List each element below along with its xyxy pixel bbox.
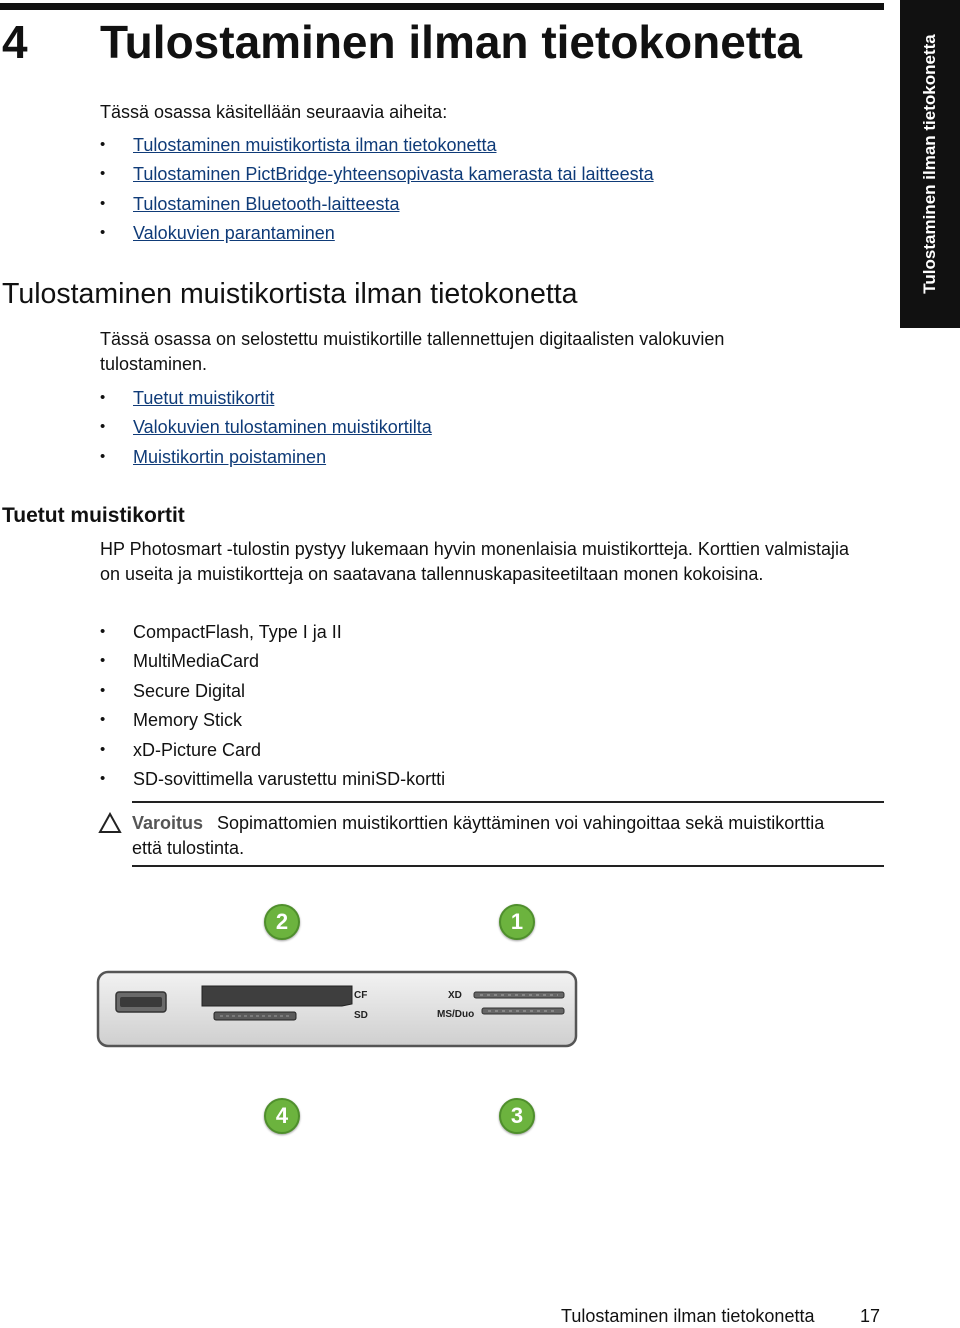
card-item: • CompactFlash, Type I ja II xyxy=(100,621,445,650)
warning-top-rule xyxy=(132,801,884,803)
warning-triangle-icon xyxy=(98,812,122,834)
section-link-item[interactable] xyxy=(100,416,432,445)
card-item: • SD-sovittimella varustettu miniSD-kortti xyxy=(100,768,445,797)
subsection-body: HP Photosmart -tulostin pystyy lukemaan hyvin monenlaisia muistikortteja. Korttien valmistajia on useita ja muistikortteja on saatavana tallennuskapasiteetiltaan monen kokoisina. xyxy=(100,539,849,584)
top-rule xyxy=(0,3,884,10)
card-item: • Memory Stick xyxy=(100,709,445,738)
topic-list xyxy=(100,134,654,252)
chapter-number: 4 xyxy=(2,16,28,68)
callout-2: 2 xyxy=(264,904,300,940)
topic-item[interactable] xyxy=(100,222,654,251)
sd-slot-label: SD xyxy=(354,1010,368,1021)
warning-text: Sopimattomien muistikorttien käyttäminen voi vahingoittaa sekä muistikorttia että tulostinta. xyxy=(132,813,825,858)
topic-link[interactable]: Tulostaminen Bluetooth-laitteesta xyxy=(133,193,400,214)
warning-bottom-rule xyxy=(132,865,884,867)
section-link[interactable]: Muistikortin poistaminen xyxy=(133,446,327,467)
section-title: Tulostaminen muistikortista ilman tietokonetta xyxy=(2,278,578,310)
section-link-item[interactable] xyxy=(100,446,432,475)
card-slot-diagram xyxy=(96,900,586,1136)
xd-slot-label: XD xyxy=(448,990,462,1001)
section-intro: Tässä osassa on selostettu muistikortille tallennettujen digitaalisten valokuvien tulostaminen. xyxy=(100,329,725,374)
topic-link[interactable]: Valokuvien parantaminen xyxy=(133,223,335,244)
chapter-title: Tulostaminen ilman tietokonetta xyxy=(100,16,802,68)
section-link-list xyxy=(100,387,432,475)
footer-chapter-title: Tulostaminen ilman tietokonetta xyxy=(561,1306,815,1326)
section-link-item[interactable] xyxy=(100,387,432,416)
callout-4: 4 xyxy=(264,1098,300,1134)
callout-3: 3 xyxy=(499,1098,535,1134)
section-link[interactable]: Valokuvien tulostaminen muistikortilta xyxy=(133,417,432,438)
card-list xyxy=(100,621,445,797)
ms-slot-label: MS/Duo xyxy=(437,1009,475,1020)
subsection-title: Tuetut muistikortit xyxy=(2,504,185,527)
card-item: • MultiMediaCard xyxy=(100,650,445,679)
topic-link[interactable]: Tulostaminen muistikortista ilman tietokonetta xyxy=(133,135,497,155)
warning-block xyxy=(132,811,852,861)
footer-page-number: 17 xyxy=(860,1306,881,1326)
side-tab xyxy=(900,0,960,328)
topic-link[interactable]: Tulostaminen PictBridge-yhteensopivasta kamerasta tai laitteesta xyxy=(133,164,654,185)
warning-label: Varoitus xyxy=(132,813,204,833)
cf-slot xyxy=(202,986,352,1006)
callout-1: 1 xyxy=(499,904,535,940)
section-link[interactable]: Tuetut muistikortit xyxy=(133,388,275,408)
card-item: • Secure Digital xyxy=(100,680,445,709)
cf-slot-label: CF xyxy=(354,990,368,1001)
topic-item[interactable] xyxy=(100,163,654,192)
side-tab-label: Tulostaminen ilman tietokonetta xyxy=(920,34,939,294)
card-item: • xD-Picture Card xyxy=(100,739,445,768)
topic-item[interactable] xyxy=(100,193,654,222)
topic-item[interactable] xyxy=(100,134,654,163)
chapter-intro: Tässä osassa käsitellään seuraavia aiheita: xyxy=(100,102,448,122)
